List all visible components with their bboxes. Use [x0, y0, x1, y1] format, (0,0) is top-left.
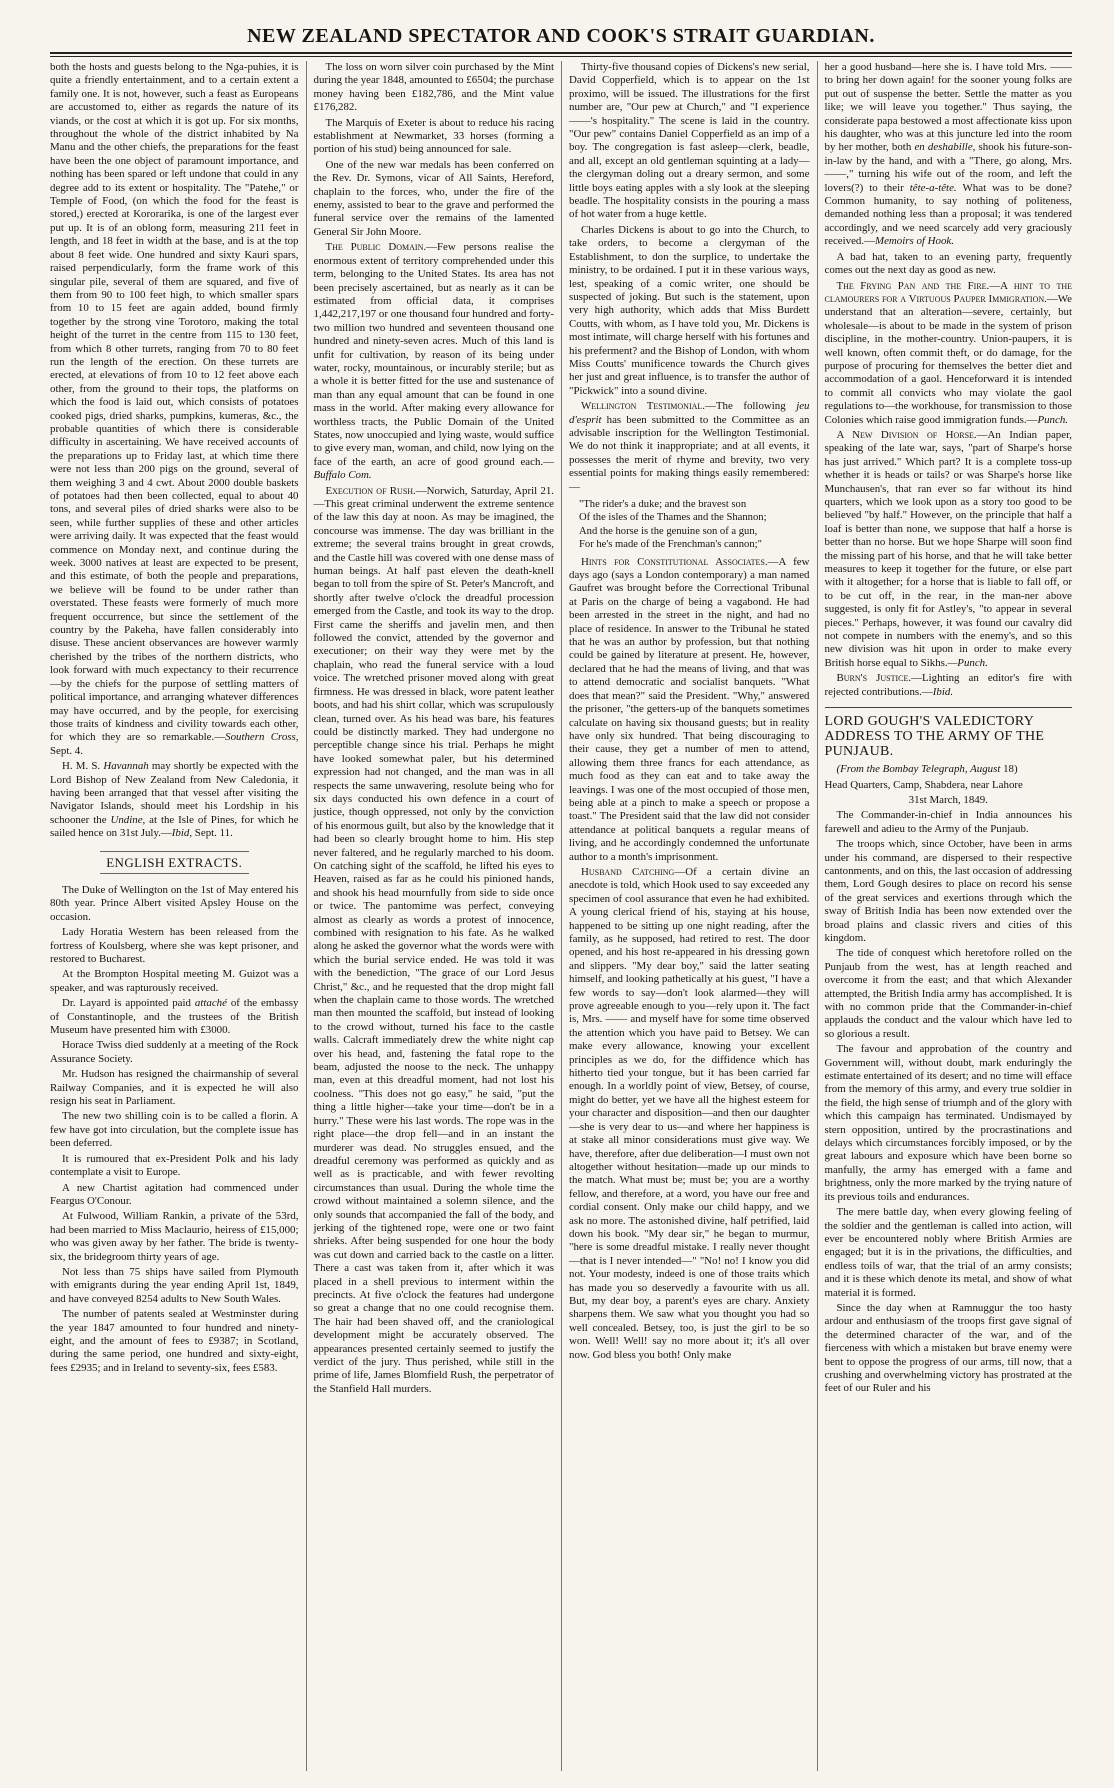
extract-item: Horace Twiss died suddenly at a meeting of the Rock Assurance Society.	[50, 1039, 299, 1065]
headline-lord-gough: LORD GOUGH'S VALEDICTORY ADDRESS TO THE ARMY OF THE PUNJAUB.	[825, 707, 1073, 759]
extract-item: The Duke of Wellington on the 1st of May entered his 80th year. Prince Albert visited Apsley House on the occasion.	[50, 883, 299, 923]
article-public-domain-text: —Few persons realise the enormous extent of territory comprehended under this term, belonging to the United States. Its area has not been precisely ascertained, but as nearly as it can be estimated from official data, it comprises 1,442,217,197 or one thousand four hundred and forty-two million two hundred and seventeen thousand one hundred and ninety-seven acres. Much of this land is unfit for cultivation, by reason of its being under water, rocky, mountainous, or incurably sterile; but as a whole it is better fitted for the use and sustenance of man than any equal amount that can be found in one mass in the world. After making every allowance for worthless tracts, the Public Domain of the United States, now unoccupied and lying waste, would suffice to give every man, woman, and child, now lying on the face of the earth, an acre of good ground each.—	[313, 241, 555, 468]
source-punch: Punch.	[1037, 413, 1068, 426]
article-copperfield: Thirty-five thousand copies of Dickens's new serial, David Copperfield, which is to appear on the 1st proximo, will be issued. The illustrations for the first number are, "Our pew at Church," and "I experience ——'s hospitality." The scene is laid in the country. "Our pew" contains Daniel Copperfield as an imp of a boy. The congregation is fast asleep—clerk, beadle, and all, except an old gentleman squinting at a lady—the clergyman doling out a dreary sermon, and some little boys eating apples with a sly look at the sleeping beadle. The hospitality consists in the pouring a mass of hot water from a huge kettle.	[569, 61, 810, 221]
article-hints-text: —A few days ago (says a London contemporary) a man named Gaufret was brought before the Correctional Tribunal at Paris on the charge of being a vagabond. He had been arrested in the street in the night, and had no place of residence. In answer to the Tribunal he stated that he was an author by profession, but that nothing could be gained by literature at present. He, however, declared that he had the means of living, and that was to attend democratic and socialist banquets. "What does that mean?" said the President. "Why," answered the prisoner, "the getters-up of the banquets sometimes calculate on having six thousand guests; but in reality have only six hundred. That being discouraging to their cause, they get a number of men to attend, allowing them three francs for each attendance, as much food as they can eat and to take away the leavings. I was one of the most occupied of those men, being able at a pinch to make a speech or propose a toast." The President said that the law did not consider attendance at political banquets a regular means of living, and he accordingly condemned the unfortunate author to a month's imprisonment.	[569, 555, 810, 863]
headline-frying-pan-sub: —A hint to the clamourers for a Virtuous Pauper Immigration.	[824, 279, 1072, 305]
columns	[50, 61, 1072, 1771]
ship-name-2: Undine	[110, 813, 143, 826]
source-date: Sept. 4.	[50, 744, 83, 757]
article-havannah-text-2: , at the Isle of Pines, for which he sailed hence on 31st July.—	[50, 813, 299, 840]
extract-item: Mr. Hudson has resigned the chairmanship of several Railway Companies, and it is expected he will also resign his seat in Parliament.	[50, 1068, 299, 1108]
dateline-hq: Head Quarters, Camp, Shabdera, near Lahore	[824, 778, 1023, 791]
article-execution	[314, 485, 555, 1397]
extract-item: Lady Horatia Western has been released from the fortress of Koulsberg, where she was kept prisoner, and restored to Bucharest.	[50, 926, 299, 965]
gough-paragraph: The Commander-in-chief in India announces his farewell and adieu to the Army of the Punjaub.	[824, 809, 1072, 835]
column-2	[306, 61, 562, 1771]
article-frying-pan-text: —We understand that an alteration—severe, certainly, but wholesale—is about to be made in the system of prison discipline, in the mother-country. Union-paupers, it is well known, often commit theft, or do damage, for the purpose of procuring for themselves the better diet and accommodation of a gaol. Henceforward it is intended to commit all convicts who may violate the gaol regulations to—the workhouse, for transmission to those Colonies which raise good immigration funds.—	[824, 292, 1072, 426]
dateline-day: 18)	[1000, 763, 1018, 776]
extract-item	[50, 997, 299, 1037]
extract-item: The new two shilling coin is to be called a florin. A few have got into circulation, but the complete issue has been deferred.	[50, 1110, 299, 1150]
headline-husband-catching: Husband Catching	[581, 865, 675, 878]
column-4	[817, 61, 1073, 1771]
masthead-rule	[50, 52, 1072, 57]
article-execution-text: —Norwich, Saturday, April 21.—This great criminal underwent the extreme sentence of the law this day at noon. As may be imagined, the concourse was immense. The day was brilliant in the extreme; the several trains brought in great crowds, and the Castle hill was covered with one dense mass of human beings. At half past eleven the death-knell began to toll from the spire of St. Peter's Mancroft, and shortly after twelve o'clock the dreadful procession emerged from the Castle, and took its way to the drop. First came the sheriffs and javelin men, and then followed the convict, attended by the governor and executioner; on their way they were met by the chaplain, who read the funeral service with a loud voice. The wretched prisoner moved along with great firmness. He was dressed in black, wore patent leather boots, and had his shirt collar, which was scrupulously clean, turned over. As his head was bare, his features could be distinctly marked. They had undergone no perceptible change since his trial. Perhaps he might have looked somewhat paler, but his determined expression had not changed, and the man was in all respects the same unwavering, resolute being who for six days conducted his own defence in a court of justice, though oppressed, not only by the conviction of his enormous guilt, but also by the knowledge that it had been so clearly brought home to him. His step never faltered, and he regularly marched to his doom. On catching sight of the scaffold, he lifted his eyes to Heaven, raised as far as he could his pinioned hands, and shook his head mournfully from side to side once or twice. The pantomime was perfect, conveying almost as clearly as words a protest of innocence, combined with resignation to his fate. As he walked along he asked the governor what the words were with which the burial service ended. He was told it was with the benediction, "The grace of our Lord Jesus Christ," &c., and he requested that the drop might fall when the chaplain came to those words. The wretched man then mounted the scaffold, but instead of looking to the crowd without, turned his face to the castle walls. Calcraft immediately drew the white night cap over his head, and, fastening the fatal rope to the beam, adjusted the noose to the neck. The unhappy man, even at this dreadful moment, had not lost his coolness. "This does not go easy," he said, "put the thing a little higher—take your time—don't be in a hurry." These were his last words. The rope was in the right place—the drop fell—and in an instant the murderer was dead. No struggles ensued, and the dreadful ceremony was performed as quickly and as well as is practicable, and with fewer revolting circumstances than usual. During the whole time the crowd without maintained a solemn silence, and the only sounds that accompanied the fall of the body, and jerking of the tightened rope, were one or two faint shrieks. After being suspended for one hour the body was cut down and carried back to the castle on a litter. There a cast was taken from it, after which it was placed in a shell previous to interment within the precincts. At five o'clock the features had undergone so great a change that no one could recognise them. The hair had been shaved off, and the craniological development might be accurately observed. The appearances presented certainly seemed to justify the verdict of the jury. Thus perished, while still in the prime of life, James Blomfield Rush, the perpetrator of the Stanfield Hall murders.	[313, 484, 555, 1395]
column-3	[561, 61, 817, 1771]
masthead: NEW ZEALAND SPECTATOR AND COOK'S STRAIT GUARDIAN.	[247, 25, 875, 47]
extract-item: At Fulwood, William Rankin, a private of the 53rd, had been married to Miss Maclaurio, heiress of £15,000; who was given away by her father. The bride is twenty-six, the bridegroom thirty years of age.	[50, 1210, 299, 1263]
headline-horse: A New Division of Horse.	[836, 428, 977, 441]
extract-item: It is rumoured that ex-President Polk and his lady contemplate a visit to Europe.	[50, 1152, 299, 1179]
verse-line: And the horse is the genuine son of a gun,	[579, 525, 758, 537]
verse	[579, 498, 810, 552]
article-husband-catching-text: —Of a certain divine an anecdote is told, which Hook used to say exceeded any specimen of cool assurance that even he had exhibited. A young clerical friend of his, staying at his house, happened to be sitting up one night reading, after the family, as he supposed, had retired to rest. The door opened, and his host re-appeared in his dressing gown and slippers. "My dear boy," said the latter seating himself, and looking pathetically at his guest, "I have a few words to say—don't look alarmed—they will prove agreeable enough to you—rely upon it. The fact is, Mrs. —— and myself have for some time observed the attention which you have paid to Betsey. We can make every allowance, knowing your excellent principles as we do, for the diffidence which has hitherto tied your tongue, but it has been carried far enough. In a worldly point of view, Betsey, of course, might do better, yet we have all the highest esteem for your character and disposition—and then our daughter—she is very dear to us—and where her happiness is at stake all minor considerations must give way. We have, therefore, after due deliberation—I must own not altogether without hesitation—made up our minds to the match. What must be; must be; you are a worthy fellow, and therefore, at a word, you have our free and cordial consent. Only make our child happy, and we ask no more. The astonished divine, half petrified, laid down his book. "My dear sir," he began to murmur, "here is some dreadful mistake. I really never thought—that is I never intended—" "No! no! I know you did not. Your modesty, indeed is one of those traits which has made you so deservedly a favourite with us all. But, my dear boy, a parent's eyes are chary. Anxiety sharpens them. We saw what you thought you had so well concealed. Betsey, too, is just the girl to be so won. Well! Well! say no more about it; it's all over now. God bless you both! Only make	[569, 865, 810, 1361]
article-feast	[50, 61, 299, 758]
source-ibid: Ibid,	[171, 827, 193, 840]
extract-item: At the Brompton Hospital meeting M. Guizot was a speaker, and was rapturously received.	[50, 968, 299, 994]
headline-frying-pan: The Frying Pan and the Fire.	[836, 279, 990, 292]
cont-text: her a good husband—here she is. I have told Mrs. —— to bring her down again! for the sooner young folks are put out of suspense the better. Settle the matter as you like; we will leave you together." Thus saying, the considerate papa bestowed a most affectionate kiss upon his daughter, who was at this juncture led into the room by her mother, both	[824, 61, 1072, 154]
source-buffalo: Buffalo Com.	[313, 469, 372, 482]
article-wellington-text: —The following	[705, 400, 797, 413]
extract-italic: attaché	[194, 997, 227, 1010]
headline-public-domain: The Public Domain.	[325, 241, 427, 254]
article-burns-justice-text: —Lighting an editor's fire with rejected contributions.—	[824, 672, 1072, 698]
article-burns-justice	[825, 672, 1073, 699]
ship-name: Havannah	[103, 760, 149, 773]
cont-text: , shook his future-son-in-law by the hand, and with a "There, go along, Mrs. ——," turning his wife out of the room, and left the lovers(?) to their	[824, 141, 1072, 194]
gough-paragraph: Since the day when at Ramnuggur the too hasty ardour and enthusiasm of the troops first gave signal of the determined character of the war, and of the fierceness with which a mistaken but brave enemy were bent to oppose the progress of our arms, till now, that a crushing and overwhelming victory has prostrated at the feet of our Ruler and his	[824, 1301, 1072, 1395]
article-feast-text: both the hosts and guests belong to the Nga-puhies, it is quite a friendly entertainment, and to a certain extent a family one. It is not, however, such a feast as Europeans are accustomed to, either as regards the nature of its viands, or the cost at which it is got up. For six months, throughout the whole of the district inhabited by Na Manu and the other chiefs, the preparations for the feast have been the one object of paramount importance, and nothing has been spared or left undone that could in any degree add to its extent or hospitality. The "Patehe," or Temple of Food, (on which the food for the feast is stored,) erected at Kororarika, is one of the largest ever put up. It is of an oblong form, measuring 211 feet in length, and 18 feet in width at the base, and is at the top about 8 feet wide. One hundred and sixty Kauri spars, raised perpendicularly, form the frame work of this singular pile, several of them are squared, and five of them from 90 to 100 feet high, to which smaller spars from 10 to 15 feet are again added, bound firmly together by the strong vine Torotoro, making the total height of the turret in the centre from 115 to 130 feet, from which 8 other turrets, ranging from 70 to 80 feet run the length of the erection. On these turrets are erected, at elevations of from 10 to 12 feet above each other, from the ground to their tops, the platforms on which the food is laid out, which consists of potatoes cooked pigs, dried sharks, pumpkins, kumeras, &c., the probable quantities of which there is considerable difficulty in ascertaining. We have received accounts of the preparations up to Friday last, at which time there were not less than 200 pigs on the ground, several of them weighing 3 and 4 cwt. About 2000 double baskets of potatoes had then been collected, equal to about 40 tons, and several piles of dried sharks were also to be seen, while further supplies of these and other articles were arriving daily. It was expected that the feast would commence on Monday next, and continue during the week. 3000 natives at least are expected to be present, and this estimate, of both the people and preparations, we believe will be found to be under rather than overstated. These feasts were formerly of much more frequent occurrence, but since the settlement of the country by the Pakeha, have fallen considerably into disuse. These ancient observances are however warmly cherished by the tribes of the northern districts, who look forward with much expectancy to their recurrence—by the chiefs for the purpose of settling matters of political importance, and arranging whatever differences may have occurred, and by the people, for exercising those traits of kindness and civility towards each other, for which they are so remarkable.—	[50, 61, 299, 744]
article-frying-pan	[825, 280, 1073, 427]
article-havannah-text: may shortly be expected with the Lord Bishop of New Zealand from New Caledonia, it having been arranged that that vessel after visiting the Navigator Islands, should meet his Lordship in his schooner the	[50, 760, 299, 826]
article-wellington	[569, 400, 810, 494]
extract-text: of the embassy of Constantinople, and the trustees of the British Museum have presented him with £3000.	[50, 997, 299, 1037]
gough-paragraph: The mere battle day, when every glowing feeling of the soldier and the gentleman is called into action, will ever be encountered nobly where British Armies are engaged; but it is in the privations, the difficulties, and endless toils of war, that the trial of an army consists; and it is these which denote its metal, and show of what material it is formed.	[824, 1206, 1072, 1299]
extract-text: Dr. Layard is appointed paid	[62, 997, 195, 1010]
source-ibid-2: Ibid.	[932, 685, 954, 698]
extract-item: A new Chartist agitation had commenced under Feargus O'Conour.	[50, 1181, 299, 1207]
gough-paragraph: The favour and approbation of the country and Government will, without doubt, mark enduringly the estimate entertained of its desert; and no time will efface from the memory of this army, and every true soldier in the field, the high sense of triumph and of the glory with which this campaign has terminated. Undismayed by stern opposition, untired by the procrastinations and delays which circumstances forcibly imposed, or by the great labours and exposure which have been borne so manfully, the army has emerged with a fame and brightness, only the more marked by the trying nature of its previous toils and endurances.	[824, 1043, 1072, 1203]
article-bad-hat: A bad hat, taken to an evening party, frequently comes out the next day as good as new.	[824, 250, 1072, 277]
gough-paragraph: The troops which, since October, have been in arms under his command, are dispersed to their respective cantonments, and on this, the last occasion of addressing them, Lord Gough desires to place on record his sense of the great services and exertions through which the sway of British India has been now extended over the broad plains and classic rivers and cities of this kingdom.	[824, 838, 1072, 944]
headline-hints: Hints for Constitutional Associates.	[581, 555, 768, 568]
article-husband-catching-cont	[825, 61, 1073, 249]
article-mint: The loss on worn silver coin purchased by the Mint during the year 1848, amounted to £6504; the purchase money having been £182,786, and the Mint value £176,282.	[313, 61, 554, 114]
column-1	[50, 61, 306, 1771]
article-horse-text: —An Indian paper, speaking of the late war, says, "part of Sharpe's horse has just arrived." Which part? It is a complete toss-up whether it is heads or tails? or was Sharpe's horse like Munchausen's, that ran ever so far without its hind quarters, which we look upon as a story too good to be believed "by half." However, on the principle that half a loaf is better than none, we suppose that half a horse is better than no horse. But we hope Sharpe will soon find the missing part of his horse, and that he will take better measures to keep it together for the future, or else part with it altogether; for a horse that is liable to fall off, or to be cut off, in the rear, in the man-ner above suggested, is only fit for Astley's, "to appear in several pieces." Perhaps, however, it was found our cavalry did not compete in numbers with the enemy's, and so this new division was hit upon in order to make every British horse equal to Sikhs.	[824, 428, 1072, 669]
italic-phrase: jeu d'esprit	[569, 400, 810, 426]
article-exeter: The Marquis of Exeter is about to reduce his racing establishment at Newmarket, 33 horses (forming a portion of his stud) being announced for sale.	[313, 116, 554, 156]
extract-item: Not less than 75 ships have sailed from Plymouth with emigrants during the year ending April 1st, 1849, and have conveyed 8254 adults to New South Wales.	[50, 1265, 299, 1305]
extract-item: The number of patents sealed at Westminster during the year 1847 amounted to four hundred and ninety-eight, and the amount of fees to £9387; in Scotland, during the same period, one hundred and sixty-eight, fees £2935; and in Ireland to seventy-six, fees £583.	[50, 1308, 299, 1374]
article-hints	[569, 556, 810, 864]
article-war-medal: One of the new war medals has been conferred on the Rev. Dr. Symons, vicar of All Saints, Hereford, chaplain to the forces, who, under the fire of the enemy, assisted to bear to the grave and performed the funeral service over the remains of the lamented General Sir John Moore.	[313, 158, 554, 238]
verse-line: Of the isles of the Thames and the Shannon;	[579, 512, 767, 524]
source-date-2: Sept. 11.	[192, 827, 233, 840]
article-husband-catching	[569, 866, 810, 1362]
italic-phrase: en deshabille	[914, 141, 973, 154]
dateline-source: (From the Bombay Telegraph, August	[836, 763, 1001, 776]
dateline-date: 31st March, 1849.	[908, 793, 988, 806]
verse-line: "The rider's a duke; and the bravest son	[579, 499, 747, 510]
source-punch-2: —Punch.	[947, 656, 988, 669]
headline-burns-justice: Burn's Justice.	[836, 672, 912, 685]
gough-paragraph: The tide of conquest which heretofore rolled on the Punjaub from the west, has at length reached and overcome it from the east; and that which Alexander attempted, the British India army has accomplished. It is with no common pride that the Commander-in-chief applauds the conduct and the valour which have led to so glorious a result.	[824, 947, 1072, 1040]
italic-phrase: tête-a-tête.	[909, 181, 957, 194]
source-hook: Memoirs of Hook.	[875, 235, 954, 248]
dateline-from	[825, 763, 1073, 776]
source-southern-cross: Southern Cross,	[225, 731, 299, 744]
headline-execution: Execution of Rush.	[325, 484, 416, 497]
article-havannah-head: H. M. S.	[62, 760, 104, 773]
article-havannah	[50, 760, 299, 840]
article-public-domain	[314, 241, 555, 482]
article-horse	[825, 429, 1073, 670]
section-heading-english-extracts: ENGLISH EXTRACTS.	[50, 851, 299, 874]
headline-wellington: Wellington Testimonial.	[581, 400, 706, 413]
verse-line: For he's made of the Frenchman's cannon;"	[579, 539, 762, 551]
article-wellington-text-2: has been submitted to the Committee as an advisable inscription for the Wellington Testimonial. We do not think it inappropriate; and at all events, it possesses the merit of rhyme and brevity, two very essential points for making things easily remembered:—	[569, 413, 810, 493]
cont-text: What was to be done? Common humanity, to say nothing of politeness, demanded nothing less than a proposal; it was tendered accordingly, and we need scarcely add very graciously received.—	[824, 181, 1072, 248]
article-dickens-church: Charles Dickens is about to go into the Church, to take orders, to become a clergyman of the Establishment, to don the surplice, to undertake the ministry, to be ordained. I put it in these various ways, lest, speaking of a comic writer, one should be suspected of joking. But such is the statement, upon very high authority, which adds that Miss Burdett Coutts, with whom, as I have told you, Mr. Dickens is most intimate, will charge herself with his fortunes and his preferment? and the Bishop of London, with whom Miss Coutts' munificence towards the Church gives her just and great influence, is to transfer the author of "Pickwick" into a sound divine.	[569, 223, 810, 397]
